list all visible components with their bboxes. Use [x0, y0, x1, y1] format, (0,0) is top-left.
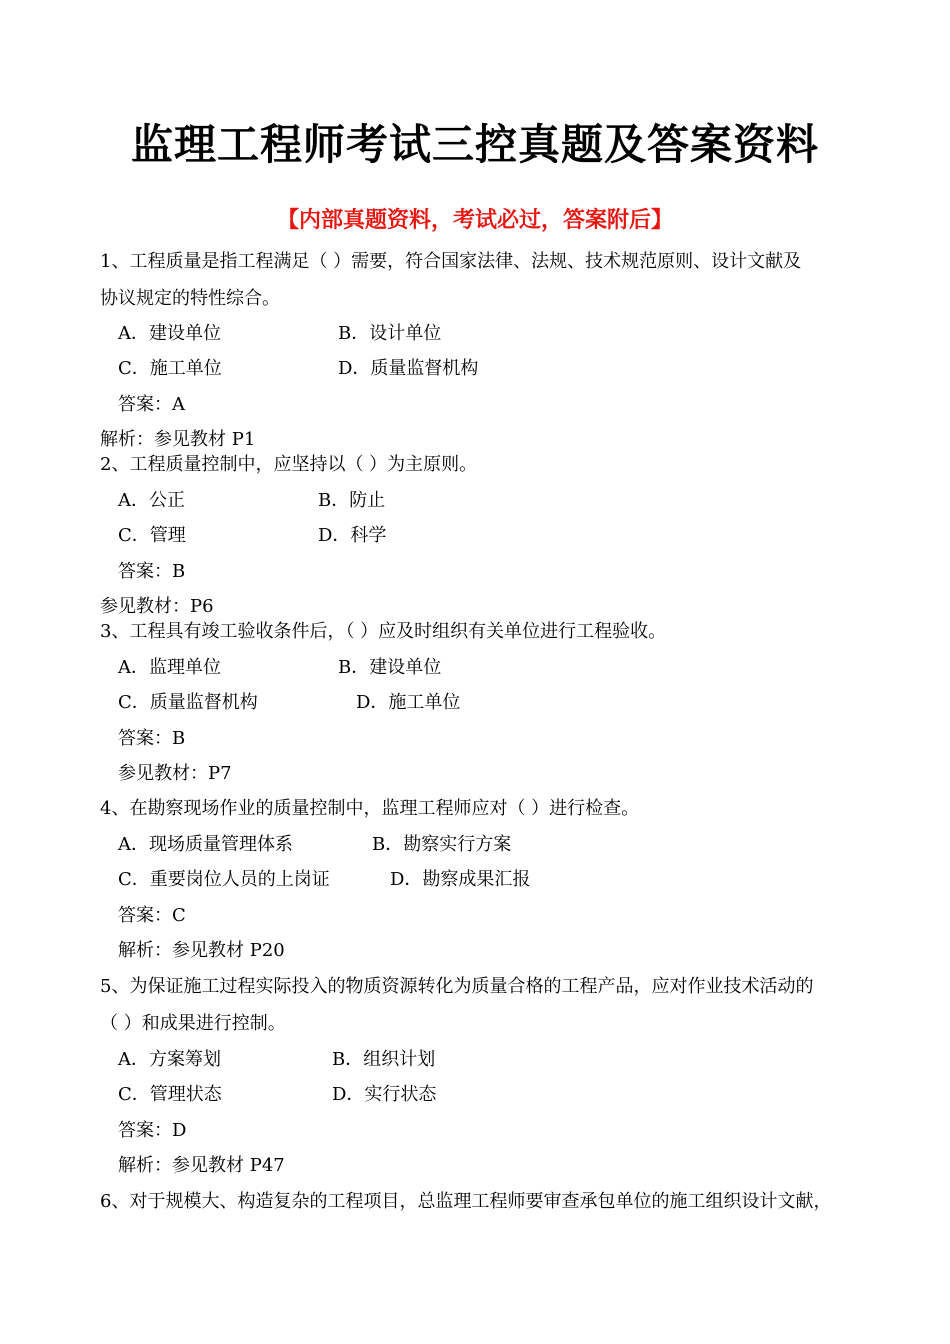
question-4-stem: 4、在勘察现场作业的质量控制中，监理工程师应对（ ）进行检查。 [100, 798, 640, 819]
question-3-note: 参见教材：P7 [118, 763, 232, 784]
question-4-option-a: A．现场质量管理体系 [118, 834, 293, 855]
question-3-answer: 答案：B [118, 728, 186, 749]
question-2-option-c: C．管理 [118, 525, 186, 546]
question-4-answer: 答案：C [118, 905, 186, 926]
question-5-stem-line2: （ ）和成果进行控制。 [100, 1013, 286, 1034]
question-3-option-a: A．监理单位 [118, 657, 221, 678]
document-title: 监理工程师考试三控真题及答案资料 [130, 120, 819, 169]
question-3-stem: 3、工程具有竣工验收条件后，（ ）应及时组织有关单位进行工程验收。 [100, 621, 667, 642]
question-4-option-c: C．重要岗位人员的上岗证 [118, 869, 330, 890]
question-5-option-c: C．管理状态 [118, 1084, 222, 1105]
question-5-option-a: A．方案筹划 [118, 1049, 221, 1070]
question-5-answer: 答案：D [118, 1120, 187, 1141]
question-5-option-d: D．实行状态 [332, 1084, 437, 1105]
question-1-note: 解析：参见教材 P1 [100, 429, 256, 450]
question-3-option-b: B．建设单位 [338, 657, 442, 678]
question-1-stem-line2: 协议规定的特性综合。 [100, 288, 280, 309]
question-1-option-d: D．质量监督机构 [338, 358, 479, 379]
question-3-option-d: D．施工单位 [356, 692, 461, 713]
question-2-option-a: A．公正 [118, 490, 185, 511]
question-1-option-a: A．建设单位 [118, 323, 221, 344]
question-2-option-d: D．科学 [318, 525, 387, 546]
question-5-stem-line1: 5、为保证施工过程实际投入的物质资源转化为质量合格的工程产品，应对作业技术活动的 [100, 976, 814, 997]
question-1-option-c: C．施工单位 [118, 358, 222, 379]
question-4-option-b: B．勘察实行方案 [372, 834, 512, 855]
question-5-note: 解析：参见教材 P47 [118, 1155, 285, 1176]
question-1-stem-line1: 1、工程质量是指工程满足（ ）需要，符合国家法律、法规、技术规范原则、设计文献及 [100, 251, 802, 272]
question-6-stem-line1: 6、对于规模大、构造复杂的工程项目，总监理工程师要审查承包单位的施工组织设计文献， [100, 1191, 832, 1212]
question-2-answer: 答案：B [118, 561, 186, 582]
question-2-note: 参见教材：P6 [100, 596, 214, 617]
document-subtitle: 【内部真题资料，考试必过，答案附后】 [276, 208, 673, 233]
question-1-option-b: B．设计单位 [338, 323, 442, 344]
question-4-note: 解析：参见教材 P20 [118, 940, 285, 961]
question-2-stem: 2、工程质量控制中，应坚持以（ ）为主原则。 [100, 454, 478, 475]
question-2-option-b: B．防止 [318, 490, 386, 511]
question-1-answer: 答案：A [118, 394, 185, 415]
question-3-option-c: C．质量监督机构 [118, 692, 258, 713]
question-5-option-b: B．组织计划 [332, 1049, 436, 1070]
question-4-option-d: D．勘察成果汇报 [390, 869, 531, 890]
